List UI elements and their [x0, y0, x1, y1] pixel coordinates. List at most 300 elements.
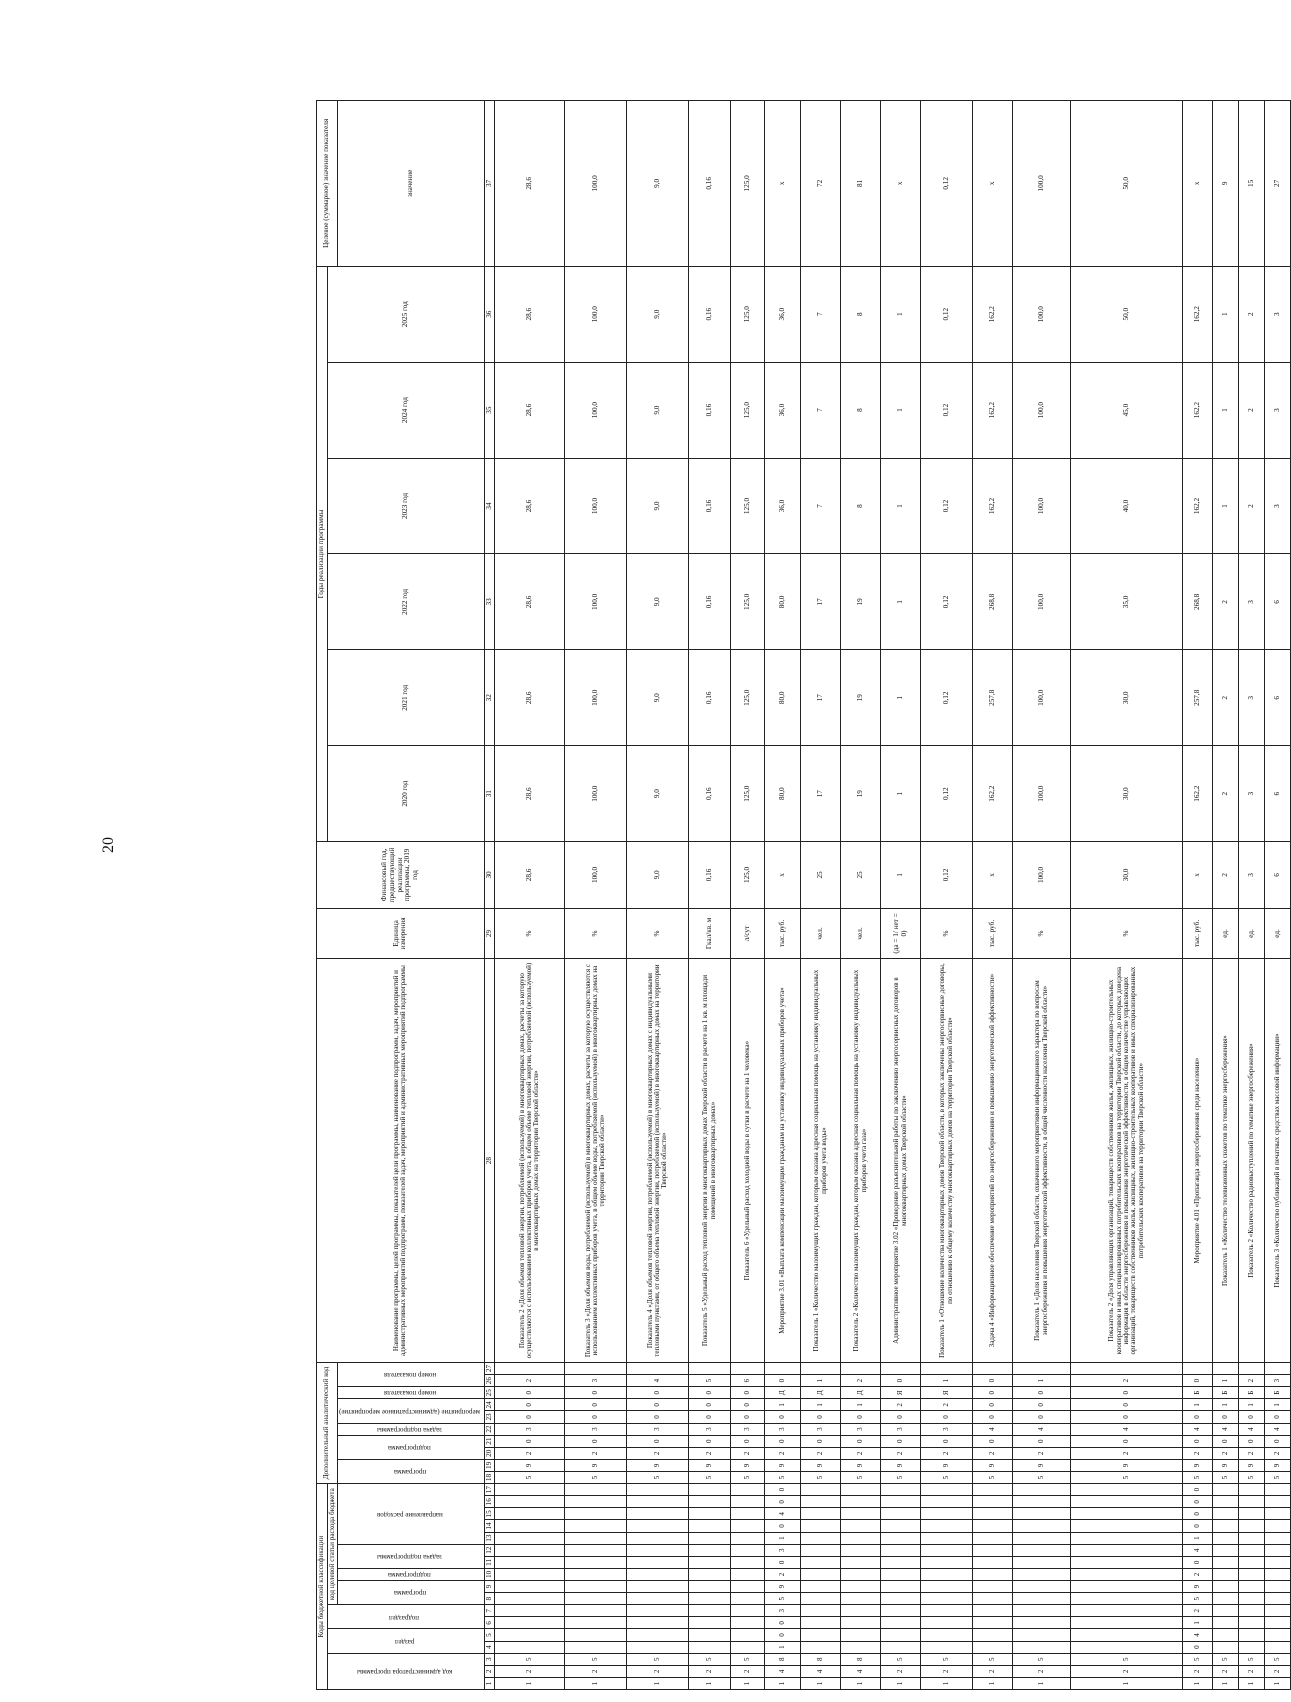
- code-cell: 4: [627, 1375, 689, 1387]
- code-cell: 0: [1183, 1496, 1213, 1508]
- description-cell: Показатель 2 «Количество малоимущих граждан, которым оказана адресная социальная помощь на установку индивидуальных приборов учета газа»: [841, 959, 881, 1363]
- code-cell: [1265, 1629, 1291, 1641]
- code-cell: 9: [1239, 1459, 1265, 1471]
- code-cell: [921, 1605, 973, 1617]
- code-cell: [801, 1520, 841, 1532]
- code-cell: 1: [1265, 1677, 1291, 1689]
- code-cell: 0: [731, 1387, 765, 1399]
- year-2022-cell: 9,0: [627, 554, 689, 650]
- code-cell: 1: [1013, 1375, 1071, 1387]
- code-cell: 0: [765, 1484, 801, 1496]
- year-2025-cell: 0,16: [689, 266, 731, 362]
- code-cell: [495, 1362, 565, 1374]
- code-cell: [1071, 1520, 1183, 1532]
- column-number-cell: 12: [484, 1544, 495, 1556]
- code-cell: [841, 1556, 881, 1568]
- code-cell: 1: [1239, 1399, 1265, 1411]
- code-cell: [841, 1641, 881, 1653]
- code-cell: 5: [1265, 1471, 1291, 1483]
- unit-cell: %: [495, 908, 565, 958]
- fin-year-cell: х: [765, 842, 801, 909]
- add-subprogram-header: подпрограмма: [338, 1435, 485, 1459]
- code-cell: 2: [841, 1447, 881, 1459]
- code-cell: 2: [841, 1375, 881, 1387]
- fin-year-cell: 0,12: [921, 842, 973, 909]
- unit-cell: %: [921, 908, 973, 958]
- code-cell: [627, 1629, 689, 1641]
- code-cell: [1265, 1593, 1291, 1605]
- code-cell: [495, 1593, 565, 1605]
- year-2023-cell: 125,0: [731, 458, 765, 554]
- code-cell: 9: [881, 1459, 921, 1471]
- year-2020-cell: 6: [1265, 746, 1291, 842]
- code-cell: 1: [973, 1677, 1013, 1689]
- code-cell: [731, 1496, 765, 1508]
- years-group-header: Годы реализации программы: [317, 266, 328, 841]
- code-cell: [881, 1520, 921, 1532]
- code-cell: 5: [1013, 1471, 1071, 1483]
- code-cell: [841, 1496, 881, 1508]
- description-cell: Показатель 4 «Доля объемов тепловой энергии, потребляемой (используемой) в многоквартирных домах с индивидуальными тепловыми пунктами, от общего объема тепловой энергии, потребляемой (используемой) в многоквартирных домах на территории Тверской области»: [627, 959, 689, 1363]
- column-number-cell: 33: [484, 554, 495, 650]
- code-cell: 0: [881, 1375, 921, 1387]
- column-number-cell: 3: [484, 1653, 495, 1665]
- code-cell: [841, 1605, 881, 1617]
- year-2021-cell: 19: [841, 650, 881, 746]
- target-value-cell: 9,0: [627, 101, 689, 267]
- code-cell: [495, 1581, 565, 1593]
- column-number-cell: 37: [484, 101, 495, 267]
- code-cell: [841, 1520, 881, 1532]
- code-cell: 4: [1265, 1423, 1291, 1435]
- year-2025-cell: 9,0: [627, 266, 689, 362]
- code-cell: 2: [565, 1447, 627, 1459]
- code-cell: 1: [1213, 1677, 1239, 1689]
- table-row: [881, 101, 921, 1690]
- code-cell: [973, 1496, 1013, 1508]
- subsection-header: подраздел: [327, 1605, 484, 1629]
- code-cell: [1265, 1641, 1291, 1653]
- column-number-cell: 17: [484, 1484, 495, 1496]
- code-cell: 9: [731, 1459, 765, 1471]
- code-cell: [921, 1556, 973, 1568]
- code-cell: 0: [731, 1411, 765, 1423]
- code-cell: 5: [731, 1471, 765, 1483]
- code-cell: [731, 1532, 765, 1544]
- year-2025-cell: 100,0: [565, 266, 627, 362]
- code-cell: [1071, 1605, 1183, 1617]
- code-cell: [921, 1532, 973, 1544]
- fin-year-cell: 30,0: [1071, 842, 1183, 909]
- year-2022-cell: 268,8: [1183, 554, 1213, 650]
- program-indicators-sheet: [316, 100, 1282, 1690]
- fin-year-cell: 100,0: [565, 842, 627, 909]
- year-2024-cell: 8: [841, 362, 881, 458]
- code-cell: [881, 1617, 921, 1629]
- code-cell: 2: [1239, 1665, 1265, 1677]
- year-2023-cell: 9,0: [627, 458, 689, 554]
- year-2024-cell: 36,0: [765, 362, 801, 458]
- code-cell: 2: [1013, 1447, 1071, 1459]
- code-cell: 4: [1071, 1423, 1183, 1435]
- code-cell: 4: [765, 1508, 801, 1520]
- code-cell: [1013, 1484, 1071, 1496]
- code-cell: [1213, 1544, 1239, 1556]
- unit-cell: Гкал/кв. м: [689, 908, 731, 958]
- code-cell: [1239, 1641, 1265, 1653]
- code-cell: [921, 1568, 973, 1580]
- code-cell: [495, 1617, 565, 1629]
- code-cell: 0: [1239, 1411, 1265, 1423]
- code-cell: 9: [921, 1459, 973, 1471]
- code-cell: Б: [1239, 1387, 1265, 1399]
- code-cell: 5: [1239, 1653, 1265, 1665]
- column-number-cell: 28: [484, 959, 495, 1363]
- code-cell: [1213, 1508, 1239, 1520]
- column-number-cell: 29: [484, 908, 495, 958]
- admin-code-header: код администратора программы: [327, 1653, 484, 1689]
- code-cell: [627, 1593, 689, 1605]
- code-cell: [801, 1362, 841, 1374]
- code-cell: Д: [801, 1387, 841, 1399]
- code-cell: 0: [765, 1629, 801, 1641]
- year-2025-cell: 7: [801, 266, 841, 362]
- year-2021-cell: 80,0: [765, 650, 801, 746]
- code-cell: [881, 1362, 921, 1374]
- code-cell: 2: [801, 1447, 841, 1459]
- year-2021-cell: 257,8: [1183, 650, 1213, 746]
- code-cell: [1239, 1581, 1265, 1593]
- code-cell: [841, 1532, 881, 1544]
- year-2023-cell: 28,6: [495, 458, 565, 554]
- table-row: [689, 101, 731, 1690]
- year-2024-header: 2024 год: [327, 362, 484, 458]
- unit-cell: %: [1071, 908, 1183, 958]
- unit-cell: ед.: [1213, 908, 1239, 958]
- year-2025-cell: 2: [1239, 266, 1265, 362]
- column-number-cell: 7: [484, 1605, 495, 1617]
- code-cell: [1239, 1629, 1265, 1641]
- code-cell: 5: [565, 1653, 627, 1665]
- code-cell: [1013, 1641, 1071, 1653]
- code-cell: 5: [565, 1471, 627, 1483]
- unit-cell: чел.: [841, 908, 881, 958]
- year-2025-cell: 1: [1213, 266, 1239, 362]
- code-cell: [921, 1520, 973, 1532]
- code-cell: 1: [765, 1641, 801, 1653]
- code-cell: 9: [565, 1459, 627, 1471]
- code-cell: [495, 1629, 565, 1641]
- year-2020-cell: 125,0: [731, 746, 765, 842]
- year-2024-cell: 162,2: [1183, 362, 1213, 458]
- target-value-cell: 125,0: [731, 101, 765, 267]
- year-2024-cell: 9,0: [627, 362, 689, 458]
- code-cell: 1: [565, 1677, 627, 1689]
- unit-cell: л/сут: [731, 908, 765, 958]
- code-cell: [973, 1568, 1013, 1580]
- code-cell: [1265, 1544, 1291, 1556]
- target-value-cell: 9: [1213, 101, 1239, 267]
- code-cell: 2: [731, 1447, 765, 1459]
- code-cell: 0: [1013, 1435, 1071, 1447]
- code-cell: 0: [801, 1435, 841, 1447]
- code-cell: 0: [765, 1375, 801, 1387]
- column-number-cell: 23: [484, 1411, 495, 1423]
- code-cell: 2: [1013, 1665, 1071, 1677]
- code-cell: [1239, 1508, 1265, 1520]
- target-value-cell: 50,0: [1071, 101, 1183, 267]
- year-2023-cell: 0,16: [689, 458, 731, 554]
- code-cell: 5: [1013, 1653, 1071, 1665]
- code-cell: 2: [495, 1375, 565, 1387]
- year-2022-cell: 28,6: [495, 554, 565, 650]
- code-cell: 5: [765, 1593, 801, 1605]
- code-cell: 5: [973, 1653, 1013, 1665]
- code-cell: [1213, 1593, 1239, 1605]
- code-cell: 0: [1183, 1641, 1213, 1653]
- code-cell: 3: [881, 1423, 921, 1435]
- unit-cell: %: [627, 908, 689, 958]
- code-cell: [1239, 1568, 1265, 1580]
- year-2023-cell: 162,2: [973, 458, 1013, 554]
- code-cell: 5: [689, 1471, 731, 1483]
- code-cell: [1265, 1532, 1291, 1544]
- code-cell: [1239, 1362, 1265, 1374]
- code-cell: [801, 1532, 841, 1544]
- code-cell: 4: [1213, 1423, 1239, 1435]
- code-cell: 4: [1239, 1423, 1265, 1435]
- code-cell: [973, 1544, 1013, 1556]
- code-cell: 2: [1183, 1665, 1213, 1677]
- code-cell: 0: [765, 1411, 801, 1423]
- table-row: [973, 101, 1013, 1690]
- code-cell: [1239, 1544, 1265, 1556]
- target-value-cell: х: [1183, 101, 1213, 267]
- code-cell: [1013, 1568, 1071, 1580]
- code-cell: 0: [1071, 1411, 1183, 1423]
- code-cell: 5: [627, 1653, 689, 1665]
- column-number-cell: 19: [484, 1459, 495, 1471]
- code-cell: 5: [1239, 1471, 1265, 1483]
- code-cell: [881, 1641, 921, 1653]
- code-cell: 0: [1013, 1399, 1071, 1411]
- year-2024-cell: 0,12: [921, 362, 973, 458]
- code-cell: 0: [765, 1520, 801, 1532]
- target-value-cell: х: [973, 101, 1013, 267]
- code-cell: 1: [1013, 1677, 1071, 1689]
- year-2023-cell: 1: [1213, 458, 1239, 554]
- code-cell: [921, 1617, 973, 1629]
- code-cell: [921, 1544, 973, 1556]
- code-cell: [1013, 1532, 1071, 1544]
- code-cell: [627, 1605, 689, 1617]
- unit-column-header: Единица измерения: [317, 908, 485, 958]
- year-2022-cell: 1: [881, 554, 921, 650]
- table-row: [731, 101, 765, 1690]
- code-cell: [841, 1544, 881, 1556]
- year-2022-cell: 268,8: [973, 554, 1013, 650]
- code-cell: 5: [973, 1471, 1013, 1483]
- code-cell: [801, 1484, 841, 1496]
- code-cell: [973, 1641, 1013, 1653]
- code-cell: [1213, 1629, 1239, 1641]
- code-cell: 9: [1265, 1459, 1291, 1471]
- code-cell: [731, 1593, 765, 1605]
- code-cell: [1071, 1593, 1183, 1605]
- column-number-cell: 10: [484, 1568, 495, 1580]
- code-cell: [881, 1544, 921, 1556]
- program-header: программа: [338, 1581, 485, 1605]
- code-cell: [731, 1520, 765, 1532]
- table-row: [1071, 101, 1183, 1690]
- year-2023-header: 2023 год: [327, 458, 484, 554]
- column-number-cell: 20: [484, 1447, 495, 1459]
- code-cell: [1071, 1581, 1183, 1593]
- code-cell: 0: [627, 1435, 689, 1447]
- year-2022-cell: 2: [1213, 554, 1239, 650]
- code-cell: 0: [495, 1411, 565, 1423]
- unit-cell: (да = 1/ нет = 0): [881, 908, 921, 958]
- code-cell: 2: [765, 1447, 801, 1459]
- code-cell: [731, 1641, 765, 1653]
- code-cell: Д: [765, 1387, 801, 1399]
- description-cell: Показатель 3 «Доля объемов воды, потребляемой (используемой) в многоквартирных домах, расчеты за которую осуществляются с использованием коллективных приборов учета, в общем объеме воды, потребляемой (используемой) в многоквартирных домах на территории Тверской области»: [565, 959, 627, 1363]
- table-row: [1183, 101, 1213, 1690]
- year-2024-cell: 100,0: [565, 362, 627, 458]
- add-task-header: задача подпрограммы: [338, 1423, 485, 1435]
- code-cell: 2: [1071, 1447, 1183, 1459]
- page-number: 20: [100, 837, 117, 853]
- code-cell: 5: [921, 1653, 973, 1665]
- fin-year-cell: 25: [841, 842, 881, 909]
- code-cell: [1239, 1605, 1265, 1617]
- code-cell: 1: [1071, 1677, 1183, 1689]
- code-cell: 9: [1183, 1459, 1213, 1471]
- fin-year-cell: 125,0: [731, 842, 765, 909]
- code-cell: 9: [801, 1459, 841, 1471]
- code-cell: [973, 1556, 1013, 1568]
- description-cell: Показатель 1 «Отношение количества многоквартирных домов Тверской области, в которых заключены энергосервисные договоры, по отношению к общему количеству многоквартирных домов на территории Тверской области»: [921, 959, 973, 1363]
- table-body: [495, 101, 1291, 1690]
- column-number-cell: 36: [484, 266, 495, 362]
- code-cell: 2: [973, 1665, 1013, 1677]
- code-cell: [1265, 1605, 1291, 1617]
- code-cell: [881, 1593, 921, 1605]
- code-cell: Я: [921, 1387, 973, 1399]
- code-cell: [689, 1605, 731, 1617]
- code-cell: 1: [1183, 1532, 1213, 1544]
- code-cell: [973, 1617, 1013, 1629]
- code-cell: 0: [765, 1435, 801, 1447]
- code-cell: 2: [1183, 1447, 1213, 1459]
- code-cell: 9: [973, 1459, 1013, 1471]
- column-number-cell: 16: [484, 1496, 495, 1508]
- code-cell: 0: [495, 1435, 565, 1447]
- column-number-cell: 1: [484, 1677, 495, 1689]
- code-cell: 2: [1265, 1665, 1291, 1677]
- year-2022-cell: 100,0: [565, 554, 627, 650]
- fin-year-cell: 100,0: [1013, 842, 1071, 909]
- code-cell: [921, 1581, 973, 1593]
- code-cell: 2: [1071, 1375, 1183, 1387]
- code-cell: 3: [565, 1375, 627, 1387]
- code-cell: 0: [801, 1411, 841, 1423]
- code-cell: [973, 1532, 1013, 1544]
- code-cell: 5: [921, 1471, 973, 1483]
- code-cell: [801, 1568, 841, 1580]
- code-cell: Б: [1265, 1387, 1291, 1399]
- year-2021-cell: 6: [1265, 650, 1291, 746]
- code-cell: [973, 1593, 1013, 1605]
- description-cell: Показатель 2 «Доля управляющих организаций, товариществ собственников жилья, жилищных, жилищно-строительных кооперативов и иных специализированных потребительских кооперативов на территории Тверской области, до которых доведена информация в области энергосбережения и повышения энергетической эффективности, в общем количестве управляющих организаций, товариществ собственников жилья, жилищных, жилищно-строительных кооперативов и иных специализированных потребительских кооперативов на территории Тверской области»: [1071, 959, 1183, 1363]
- column-number-cell: 13: [484, 1532, 495, 1544]
- code-cell: 0: [1265, 1411, 1291, 1423]
- code-cell: 5: [801, 1471, 841, 1483]
- column-number-cell: 24: [484, 1399, 495, 1411]
- year-2020-cell: 162,2: [1183, 746, 1213, 842]
- code-cell: 1: [689, 1677, 731, 1689]
- code-cell: 2: [1213, 1665, 1239, 1677]
- fin-year-cell: 3: [1239, 842, 1265, 909]
- code-cell: 4: [801, 1665, 841, 1677]
- code-cell: [495, 1532, 565, 1544]
- code-cell: [627, 1556, 689, 1568]
- table-row: [841, 101, 881, 1690]
- year-2021-cell: 125,0: [731, 650, 765, 746]
- code-cell: [495, 1520, 565, 1532]
- code-cell: [801, 1605, 841, 1617]
- year-2020-cell: 30,0: [1071, 746, 1183, 842]
- year-2024-cell: 125,0: [731, 362, 765, 458]
- code-cell: 8: [801, 1653, 841, 1665]
- code-cell: [627, 1617, 689, 1629]
- column-number-cell: 27: [484, 1362, 495, 1374]
- code-cell: 0: [1213, 1435, 1239, 1447]
- code-cell: 9: [1071, 1459, 1183, 1471]
- code-cell: [1265, 1617, 1291, 1629]
- code-cell: [1213, 1581, 1239, 1593]
- code-cell: [495, 1508, 565, 1520]
- table-row: [1239, 101, 1265, 1690]
- code-cell: [841, 1568, 881, 1580]
- code-cell: 5: [881, 1653, 921, 1665]
- code-cell: [565, 1605, 627, 1617]
- code-cell: [1213, 1641, 1239, 1653]
- year-2020-cell: 162,2: [973, 746, 1013, 842]
- year-2025-cell: 125,0: [731, 266, 765, 362]
- code-cell: [627, 1544, 689, 1556]
- year-2020-cell: 17: [801, 746, 841, 842]
- code-cell: 0: [689, 1411, 731, 1423]
- unit-cell: %: [565, 908, 627, 958]
- code-cell: [973, 1362, 1013, 1374]
- code-cell: 5: [1213, 1471, 1239, 1483]
- year-2023-cell: 162,2: [1183, 458, 1213, 554]
- code-cell: 0: [731, 1399, 765, 1411]
- code-cell: [565, 1362, 627, 1374]
- code-cell: 0: [1183, 1484, 1213, 1496]
- column-number-cell: 21: [484, 1435, 495, 1447]
- target-group-header: Целевое (суммарное) значение показателя: [317, 101, 338, 267]
- code-cell: 5: [689, 1653, 731, 1665]
- rotated-table-container: [316, 100, 1282, 1690]
- code-cell: [689, 1617, 731, 1629]
- code-cell: 5: [1183, 1593, 1213, 1605]
- fin-year-cell: 25: [801, 842, 841, 909]
- year-2025-cell: 8: [841, 266, 881, 362]
- fin-year-cell: 2: [1213, 842, 1239, 909]
- code-cell: 2: [921, 1399, 973, 1411]
